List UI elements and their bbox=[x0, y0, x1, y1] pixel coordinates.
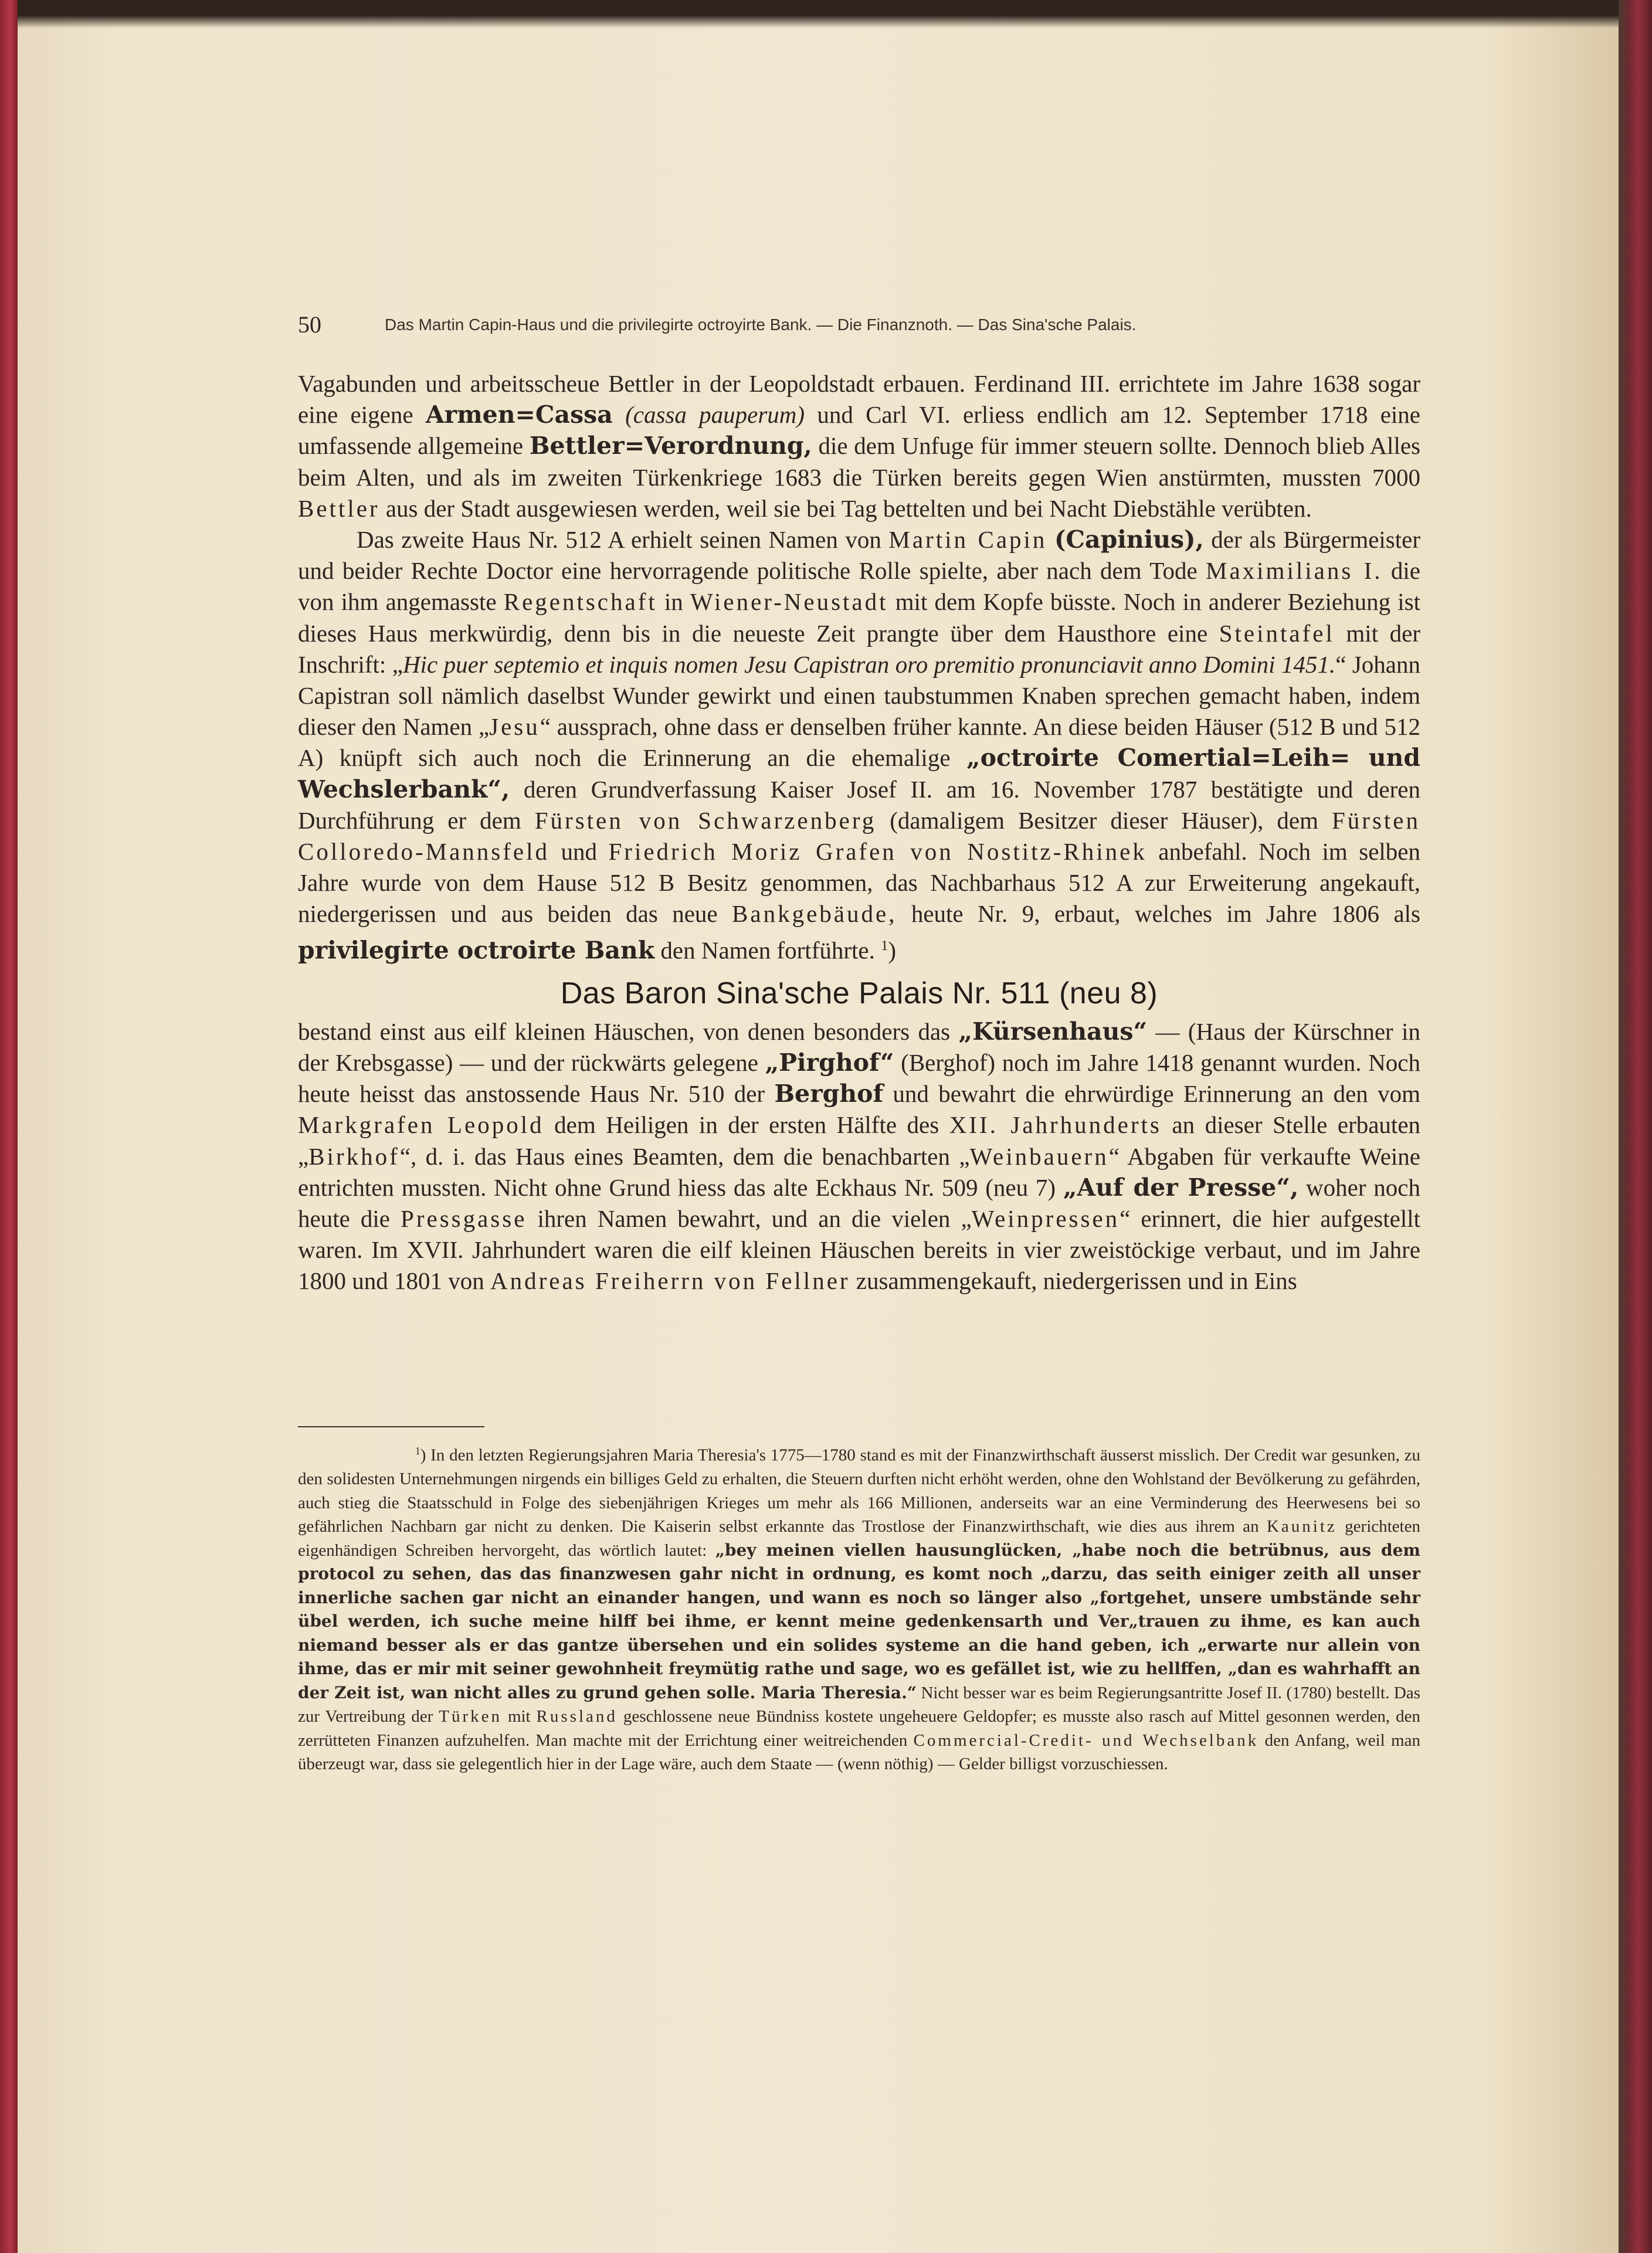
footnote-reference: 1 bbox=[881, 937, 888, 954]
footnote-rule bbox=[298, 1426, 484, 1427]
text-run: geschlossene neue Bündniss kostete ungeheuere Geldopfer; es musste also rasch auf Mittel gesonnen werden, den zerrütteten Finanzen aufzuhelfen. Man machte mit der Errichtung einer weitreichenden bbox=[298, 1707, 1420, 1750]
quoted-letter: „bey meinen viellen hausunglücken, „habe noch die betrübnus, aus dem protocol zu sehen, das das finanzwesen gahr nicht in ordnung, es komt noch „darzu, das seith einiger zeith all unser innerliche sachen gar nicht an einander hangen, und wann es noch so länger also „fortgehet, unsere umbstände sehr übel werden, ich suche meine hilff bei ihme, er kennt meine gedenkensarth und Ver„trauen zu ihme, es kan auch niemand besser als er das gantze übersehen und ein solides systeme an die hand geben, ich „erwarte nur allein von ihme, das er mir mit seiner gewohnheit freymütig rathe und sage, wo es gefället ist, wie zu hellffen, „dan es wahrhafft an der Zeit ist, wan nicht alles zu grund gehen solle. Maria Theresia.“ bbox=[298, 1540, 1421, 1702]
text-run: mit der Inschrift: „ bbox=[298, 619, 1421, 678]
inscription-text: Hic puer septemio et inquis nomen Jesu Capistran oro premitio pronunciavit anno Domini 1451. bbox=[402, 650, 1336, 678]
text-run: (Berghof) noch im Jahre 1418 genannt wurden. Noch heute heisst das anstossende Haus Nr. 510 der bbox=[298, 1049, 1420, 1108]
spaced-term: Russland bbox=[536, 1707, 618, 1726]
spaced-term: Türken bbox=[439, 1707, 502, 1726]
spaced-term: Birkhof bbox=[308, 1142, 400, 1170]
text-run: deren Grundverfassung Kaiser Josef II. am 16. November 1787 bestätigte und deren Durchführung er dem bbox=[298, 775, 1420, 834]
text-run: anbefahl. Noch im selben Jahre wurde von dem Hause 512 B Besitz genommen, das Nachbarhaus 512 A zur Erweiterung angekauft, niedergerissen und aus beiden das neue bbox=[298, 838, 1421, 928]
spaced-term: Markgrafen Leopold bbox=[298, 1111, 544, 1139]
text-run: — (Haus der Kürschner in der Krebsgasse) — und der rückwärts gelegene bbox=[298, 1017, 1420, 1076]
spaced-term: Pressgasse bbox=[401, 1204, 527, 1232]
text-run: Das zweite Haus Nr. 512 A erhielt seinen Namen von bbox=[357, 526, 889, 554]
paragraph-2 bbox=[298, 524, 1420, 966]
text-run: mit dem Kopfe büsste. Noch in anderer Beziehung ist dieses Haus merkwürdig, denn bis in die neueste Zeit prangte über dem Hausthore eine bbox=[298, 588, 1420, 647]
fraktur-term: Berghof bbox=[774, 1080, 884, 1108]
spaced-term: Jesu bbox=[489, 713, 540, 741]
text-run: heute Nr. 9, erbaut, welches im Jahre 1806 als bbox=[897, 900, 1421, 928]
text-run: “ erinnert, die hier aufgestellt waren. Im XVII. Jahrhundert waren die eilf kleinen Häuschen bereits in vier zweistöckige verbaut, und im Jahre 1800 und 1801 von bbox=[298, 1204, 1420, 1295]
text-run: der als Bürgermeister und beider Rechte Doctor eine hervorragende politische Rolle spielte, aber nach dem Tode bbox=[298, 526, 1421, 585]
text-run: ihren Namen bewahrt, und an die vielen „ bbox=[527, 1204, 972, 1232]
text-run: dem Heiligen in der ersten Hälfte des bbox=[544, 1111, 949, 1139]
spaced-term: Fürsten von Schwarzenberg bbox=[534, 806, 877, 834]
spaced-term: Wiener-Neustadt bbox=[690, 588, 888, 616]
text-run: “ Johann Capistran soll nämlich daselbst Wunder gewirkt und einen taubstummen Knaben sprechen gemacht haben, indem dieser den Namen „ bbox=[298, 650, 1421, 741]
spaced-term: Andreas Freiherrn von Fellner bbox=[490, 1267, 850, 1295]
fraktur-term: Bettler=Verordnung, bbox=[529, 432, 812, 460]
text-run: “, d. i. das Haus eines Beamten, dem die benachbarten „ bbox=[399, 1142, 970, 1170]
fraktur-term: „Pirghof“ bbox=[765, 1048, 894, 1077]
page-number: 50 bbox=[298, 311, 321, 338]
footnote bbox=[298, 1439, 1420, 1776]
fraktur-term: „octroirte Comertial=Leih= und Wechslerbank“, bbox=[298, 744, 1420, 803]
page-top-shadow bbox=[18, 0, 1619, 28]
text-run: Vagabunden und arbeitsscheue Bettler in der Leopoldstadt erbauen. Ferdinand III. errichtete im Jahre 1638 sogar eine eigene bbox=[298, 370, 1420, 429]
text-run: den Namen fortführte. bbox=[654, 937, 875, 964]
fraktur-term: (Capinius), bbox=[1054, 525, 1204, 554]
text-run: zusammengekauft, niedergerissen und in Eins bbox=[850, 1267, 1297, 1295]
spaced-term: Commercial-Credit- und Wechselbank bbox=[913, 1731, 1259, 1750]
spaced-term: Martin Capin bbox=[888, 526, 1047, 554]
spaced-term: Bankgebäude, bbox=[732, 900, 897, 928]
text-run: mit bbox=[502, 1707, 537, 1726]
text-run: ) In den letzten Regierungsjahren Maria Theresia's 1775—1780 stand es mit der Finanzwirthschaft äusserst misslich. Der Credit war gesunken, zu den solidesten Unternehmungen nirgends ein billiges Geld zu erhalten, die Steuern durften nicht erhöht werden, ohne den Wohlstand der Bevölkerung zu gefährden, auch stieg die Staatsschuld in Folge des siebenjährigen Krieges um mehr als 166 Millionen, anderseits war an eine Verminderung des Heerwesens bei so gefährlichen Nachbarn gar nicht zu denken. Die Kaiserin selbst erkannte das Trostlose der Finanzwirthschaft, wie dies aus ihrem an bbox=[298, 1446, 1420, 1536]
spaced-term: Regentschaft bbox=[503, 588, 657, 616]
spaced-term: Weinbauern bbox=[969, 1142, 1109, 1170]
spaced-term: Bettler bbox=[298, 494, 380, 522]
fraktur-term: Armen=Cassa bbox=[425, 401, 613, 429]
text-run: den Anfang, weil man überzeugt war, dass sie gelegentlich hier in der Lage wäre, auch dem Staate — (wenn nöthig) — Gelder billigst vorzuschiessen. bbox=[298, 1731, 1420, 1774]
italic-term: (cassa pauperum) bbox=[625, 401, 805, 429]
text-run: die von ihm angemasste bbox=[298, 557, 1420, 616]
spaced-term: Steintafel bbox=[1219, 619, 1335, 647]
footnote-paragraph bbox=[298, 1439, 1420, 1776]
text-run: in bbox=[657, 588, 690, 616]
spaced-term: Friedrich Moriz Grafen von Nostitz-Rhinek bbox=[608, 838, 1147, 866]
paragraph-1 bbox=[298, 368, 1420, 524]
spaced-term: Fürsten Colloredo-Mannsfeld bbox=[298, 806, 1420, 866]
text-run: an dieser Stelle erbauten „ bbox=[298, 1111, 1421, 1170]
spaced-term: Kaunitz bbox=[1266, 1517, 1337, 1536]
body-text bbox=[298, 368, 1420, 1297]
text-run: (damaligem Besitzer dieser Häuser), dem bbox=[876, 806, 1332, 834]
footnote-mark: 1 bbox=[415, 1445, 420, 1457]
spaced-term: XII. Jahrhunderts bbox=[949, 1111, 1162, 1139]
text-run: “ aussprach, ohne dass er denselben früher kannte. An diese beiden Häuser (512 B und 512 A) knüpft sich auch noch die Erinnerung an die ehemalige bbox=[298, 713, 1420, 772]
paragraph-3 bbox=[298, 1016, 1420, 1297]
section-title: Das Baron Sina'sche Palais Nr. 511 (neu 8) bbox=[560, 976, 1158, 1010]
text-run: und bbox=[549, 838, 609, 866]
text-run: woher noch heute die bbox=[298, 1173, 1420, 1232]
text-run: Nicht besser war es beim Regierungsantritte Josef II. (1780) bestellt. Das zur Vertreibung der bbox=[298, 1683, 1420, 1726]
text-run: aus der Stadt ausgewiesen werden, weil sie bei Tag bettelten und bei Nacht Diebstähle verübten. bbox=[379, 494, 1312, 522]
text-run: gerichteten eigenhändigen Schreiben hervorgeht, das wörtlich lautet: bbox=[298, 1517, 1420, 1560]
book-binding-right bbox=[1619, 0, 1652, 2253]
text-run: und bewahrt die ehrwürdige Erinnerung an den vom bbox=[883, 1080, 1420, 1108]
running-head bbox=[298, 311, 1330, 346]
running-head-title: Das Martin Capin-Haus und die privilegirte octroyirte Bank. — Die Finanznoth. — Das Sina'sche Palais. bbox=[385, 315, 1137, 334]
spaced-term: Maximilians I. bbox=[1206, 557, 1383, 585]
fraktur-term: privilegirte octroirte Bank bbox=[298, 936, 655, 965]
text-run: bestand einst aus eilf kleinen Häuschen, von denen besonders das bbox=[298, 1017, 959, 1045]
text-run: ) bbox=[888, 937, 897, 964]
text-run: die dem Unfuge für immer steuern sollte. Dennoch blieb Alles beim Alten, und als im zweiten Türkenkriege 1683 die Türken bereits gegen Wien anstürmten, mussten 7000 bbox=[298, 432, 1420, 491]
fraktur-term: „Kürsenhaus“ bbox=[958, 1017, 1148, 1046]
spaced-term: Weinpressen bbox=[971, 1204, 1120, 1232]
fraktur-term: „Auf der Presse“, bbox=[1063, 1173, 1299, 1202]
book-binding-left bbox=[0, 0, 18, 2253]
text-run: und Carl VI. erliess endlich am 12. September 1718 eine umfassende allgemeine bbox=[298, 401, 1420, 460]
text-run: “ Abgaben für verkaufte Weine entrichten mussten. Nicht ohne Grund hiess das alte Eckhaus Nr. 509 (neu 7) bbox=[298, 1142, 1421, 1201]
